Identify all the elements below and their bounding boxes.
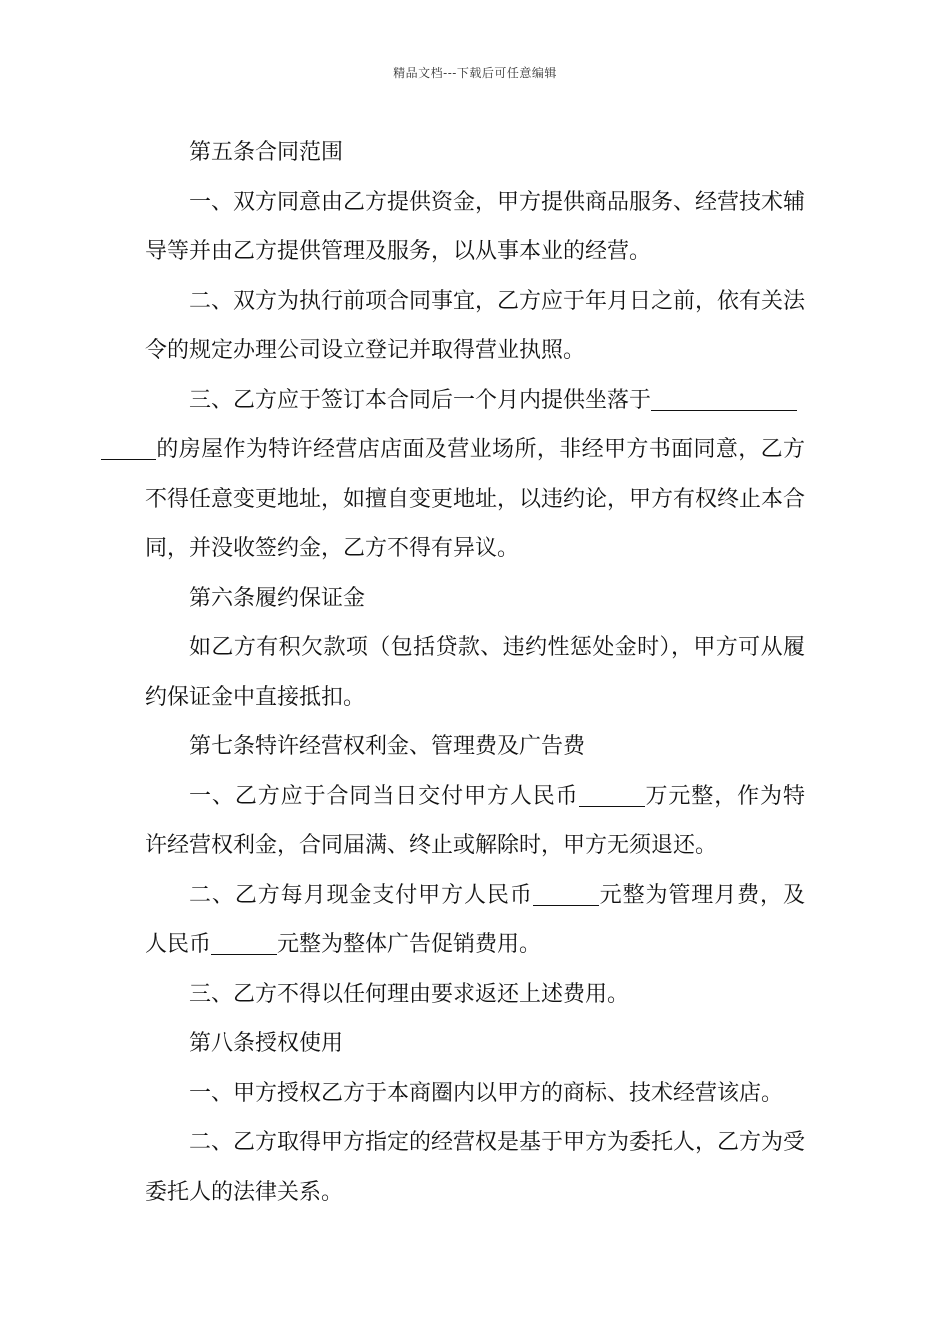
article-7-clause-1 <box>145 772 805 871</box>
article-7-clause-2 <box>145 871 805 970</box>
article-7-clause-2-part-b: 元整为管理月费，及人民币 <box>145 882 805 957</box>
article-7-clause-2-part-c: 元整为整体广告促销费用。 <box>277 932 542 957</box>
article-7-clause-2-part-a: 二、乙方每月现金支付甲方人民币 <box>189 882 533 908</box>
management-fee-blank <box>533 883 599 906</box>
article-5-clause-3-part-b: 的房屋作为特许经营店店面及营业场所，非经甲方书面同意，乙方不得任意变更地址，如擅自变更地址，以违约论，甲方有权终止本合同，并没收签约金，乙方不得有异议。 <box>145 437 806 561</box>
article-8-clause-1: 一、甲方授权乙方于本商圈内以甲方的商标、技术经营该店。 <box>189 1080 784 1106</box>
address-blank-line-continued <box>101 437 156 460</box>
document-body <box>145 128 805 1217</box>
address-blank-line <box>651 388 797 411</box>
article-7-clause-3: 三、乙方不得以任何理由要求返还上述费用。 <box>189 981 630 1007</box>
article-8-clause-2: 二、乙方取得甲方指定的经营权是基于甲方为委托人，乙方为受委托人的法律关系。 <box>145 1130 806 1205</box>
article-6-clause-1: 如乙方有积欠款项（包括贷款、违约性惩处金时），甲方可从履约保证金中直接抵扣。 <box>145 635 805 710</box>
page-header-watermark: 精品文档---下载后可任意编辑 <box>393 66 557 80</box>
franchise-fee-blank <box>579 784 645 807</box>
article-7-title: 第七条特许经营权利金、管理费及广告费 <box>189 734 586 759</box>
article-5-title: 第五条合同范围 <box>189 140 344 165</box>
advertising-fee-blank <box>211 932 277 955</box>
article-5-clause-2: 二、双方为执行前项合同事宜，乙方应于年月日之前，依有关法令的规定办理公司设立登记并取得营业执照。 <box>145 288 806 363</box>
article-8-title: 第八条授权使用 <box>189 1031 344 1056</box>
article-5-clause-3 <box>145 376 805 574</box>
article-5-clause-1: 一、双方同意由乙方提供资金，甲方提供商品服务、经营技术辅导等并由乙方提供管理及服务，以从事本业的经营。 <box>145 189 806 264</box>
article-7-clause-1-part-a: 一、乙方应于合同当日交付甲方人民币 <box>189 783 579 809</box>
article-5-clause-3-part-a: 三、乙方应于签订本合同后一个月内提供坐落于 <box>189 387 652 413</box>
article-7-clause-1-part-b: 万元整，作为特许经营权利金，合同届满、终止或解除时，甲方无须退还。 <box>145 783 805 858</box>
article-6-title: 第六条履约保证金 <box>189 585 366 611</box>
